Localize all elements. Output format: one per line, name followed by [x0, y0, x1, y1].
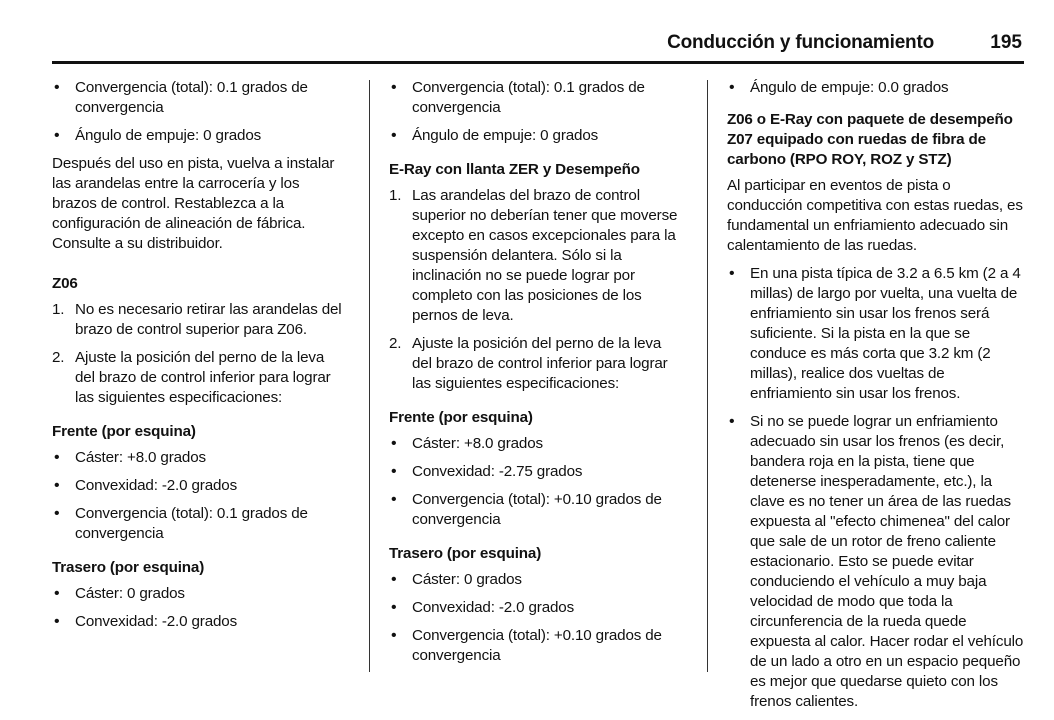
- numbered-list: [52, 300, 344, 408]
- section-title: Conducción y funcionamiento: [667, 32, 934, 53]
- bullet-list: [52, 448, 344, 544]
- list-item: • Convexidad: -2.0 grados: [52, 476, 344, 496]
- column-1: [52, 78, 344, 640]
- list-item: [52, 300, 344, 340]
- header-rule: [52, 61, 1024, 64]
- section-heading: Frente (por esquina): [389, 409, 533, 426]
- list-item: • Convergencia (total): 0.1 grados de convergencia: [52, 78, 344, 118]
- numbered-list: [389, 186, 684, 394]
- column-divider: [707, 80, 708, 672]
- paragraph: Al participar en eventos de pista o conducción competitiva con estas ruedas, es fundamental un enfriamiento adecuado sin calentamiento de las ruedas.: [727, 177, 1023, 254]
- list-item: • Cáster: 0 grados: [52, 584, 344, 604]
- list-item: • Convergencia (total): +0.10 grados de convergencia: [389, 490, 684, 530]
- list-item: • Convexidad: -2.0 grados: [389, 598, 684, 618]
- list-item: • Cáster: +8.0 grados: [52, 448, 344, 468]
- list-item: • Ángulo de empuje: 0 grados: [389, 126, 684, 146]
- list-item: • Cáster: 0 grados: [389, 570, 684, 590]
- step-text: Las arandelas del brazo de control superior no deberían tener que moverse excepto en casos excepcionales para la suspensión delantera. Sólo si la inclinación no se puede lograr por completo con las posiciones de los pernos de leva.: [412, 187, 678, 324]
- step-text: Ajuste la posición del perno de la leva del brazo de control inferior para lograr las siguientes especificaciones:: [75, 349, 331, 406]
- list-item: • Convexidad: -2.0 grados: [52, 612, 344, 632]
- column-2: [389, 78, 684, 674]
- list-item: • Ángulo de empuje: 0 grados: [52, 126, 344, 146]
- list-item: • Convergencia (total): 0.1 grados de convergencia: [52, 504, 344, 544]
- paragraph: Después del uso en pista, vuelva a instalar las arandelas entre la carrocería y los brazos de control. Restablezca a la configuración de alineación de fábrica. Consulte a su distribuidor.: [52, 155, 335, 252]
- step-number: 1.: [52, 301, 65, 318]
- section-heading: E-Ray con llanta ZER y Desempeño: [389, 161, 640, 178]
- list-item: • Convergencia (total): 0.1 grados de convergencia: [389, 78, 684, 118]
- list-item: • En una pista típica de 3.2 a 6.5 km (2 a 4 millas) de largo por vuelta, una vuelta de enfriamiento sin usar los frenos será suficiente. Si la pista en la que se conduce es más corta que 3.2 km (2 millas), realice dos vueltas de enfriamiento sin usar los frenos.: [727, 264, 1024, 404]
- step-text: No es necesario retirar las arandelas del brazo de control superior para Z06.: [75, 301, 342, 338]
- step-text: Ajuste la posición del perno de la leva del brazo de control inferior para lograr las siguientes especificaciones:: [412, 335, 668, 392]
- bullet-list: [727, 264, 1024, 712]
- page-header: [52, 30, 1024, 60]
- list-item: [389, 186, 684, 326]
- list-item: • Ángulo de empuje: 0.0 grados: [727, 78, 1024, 98]
- list-item: • Cáster: +8.0 grados: [389, 434, 684, 454]
- bullet-list: [727, 78, 1024, 98]
- bullet-list: [52, 78, 344, 146]
- step-number: 1.: [389, 187, 402, 204]
- section-heading: Z06 o E-Ray con paquete de desempeño Z07 equipado con ruedas de fibra de carbono (RPO ROY, ROZ y STZ): [727, 111, 1013, 168]
- section-heading: Trasero (por esquina): [389, 545, 542, 562]
- list-item: [52, 348, 344, 408]
- bullet-list: [389, 434, 684, 530]
- step-number: 2.: [52, 349, 65, 366]
- column-3: [727, 78, 1024, 720]
- step-number: 2.: [389, 335, 402, 352]
- list-item: • Convexidad: -2.75 grados: [389, 462, 684, 482]
- bullet-list: [389, 78, 684, 146]
- list-item: • Convergencia (total): +0.10 grados de convergencia: [389, 626, 684, 666]
- list-item: [389, 334, 684, 394]
- bullet-list: [389, 570, 684, 666]
- column-divider: [369, 80, 370, 672]
- list-item: • Si no se puede lograr un enfriamiento adecuado sin usar los frenos (es decir, bandera roja en la pista, tiene que detenerse inesperadamente, etc.), la clave es no tener un área de las ruedas expuesta al "efecto chimenea" del calor que sale de un rotor de freno caliente estacionario. Esto se puede evitar conduciendo el vehículo a muy baja velocidad de modo que toda la circunferencia de la rueda quede expuesta al calor. Hacer rodar el vehículo de un lado a otro en un espacio pequeño es mejor que quedarse quieto con los frenos calientes.: [727, 412, 1024, 712]
- section-heading: Z06: [52, 275, 78, 292]
- bullet-list: [52, 584, 344, 632]
- page-number: 195: [990, 32, 1022, 53]
- section-heading: Trasero (por esquina): [52, 559, 205, 576]
- section-heading: Frente (por esquina): [52, 423, 196, 440]
